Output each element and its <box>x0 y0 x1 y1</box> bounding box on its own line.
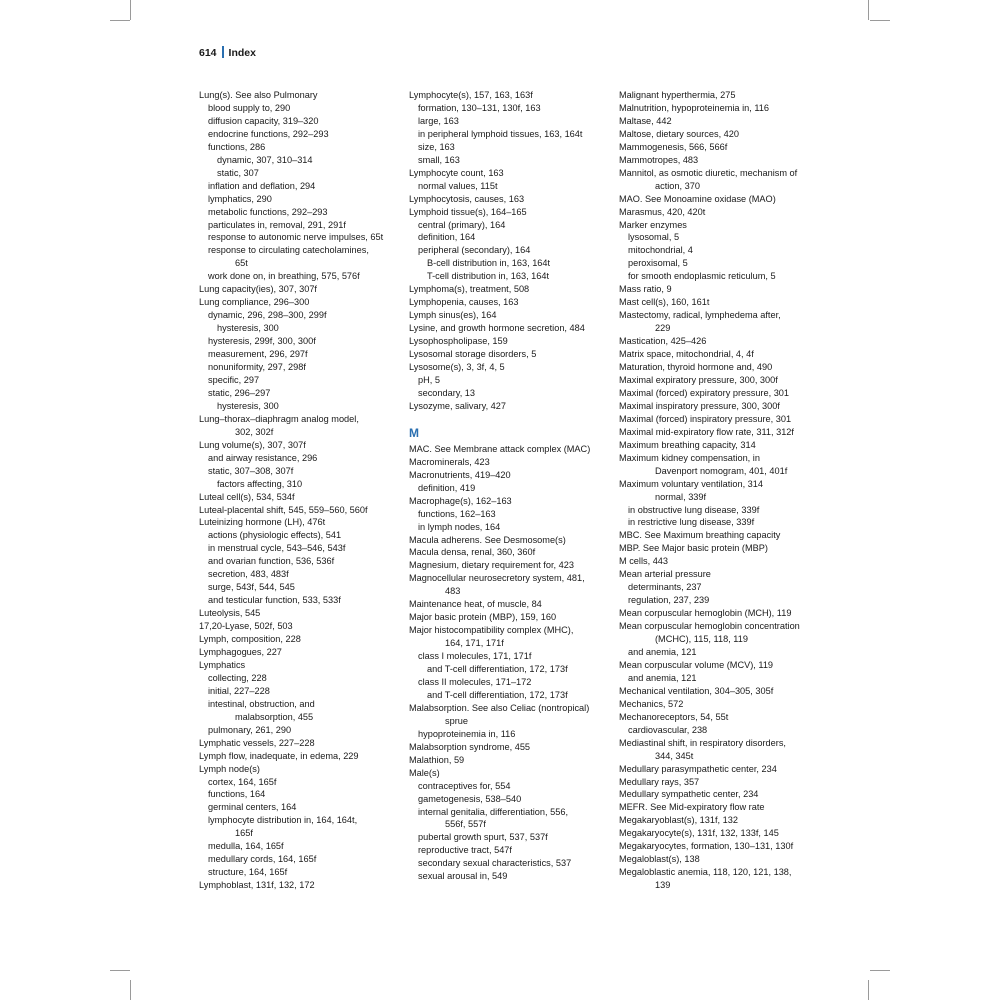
index-entry: 139 <box>655 880 671 891</box>
index-entry: Macrominerals, 423 <box>409 456 490 467</box>
crop-mark <box>130 980 131 1000</box>
index-entry: endocrine functions, 292–293 <box>208 128 329 139</box>
index-entry: internal genitalia, differentiation, 556, <box>418 806 568 817</box>
index-entry: Lysine, and growth hormone secretion, 484 <box>409 323 585 334</box>
index-entry: Magnocellular neurosecretory system, 481, <box>409 573 585 584</box>
index-entry: MBC. See Maximum breathing capacity <box>619 530 781 541</box>
index-entry: reproductive tract, 547f <box>418 845 512 856</box>
header-separator <box>222 46 224 58</box>
index-entry: normal values, 115t <box>418 180 498 191</box>
index-entry: static, 296–297 <box>208 387 271 398</box>
index-entry: 65t <box>235 258 248 269</box>
index-entry: dynamic, 296, 298–300, 299f <box>208 310 327 321</box>
index-entry: formation, 130–131, 130f, 163 <box>418 102 541 113</box>
index-entry: 344, 345t <box>655 750 694 761</box>
crop-mark <box>870 970 890 971</box>
index-entry: small, 163 <box>418 154 460 165</box>
index-entry: secondary, 13 <box>418 387 476 398</box>
index-entry: pulmonary, 261, 290 <box>208 724 292 735</box>
index-entry: Malnutrition, hypoproteinemia in, 116 <box>619 102 769 113</box>
index-entry: work done on, in breathing, 575, 576f <box>208 271 360 282</box>
index-entry: diffusion capacity, 319–320 <box>208 115 319 126</box>
index-entry: action, 370 <box>655 180 700 191</box>
index-entry: functions, 286 <box>208 141 266 152</box>
index-entry: Maximal inspiratory pressure, 300, 300f <box>619 400 780 411</box>
index-entry: Marasmus, 420, 420t <box>619 206 706 217</box>
index-entry: 165f <box>235 828 253 839</box>
index-entry: Lung capacity(ies), 307, 307f <box>199 284 317 295</box>
index-entry: Lymphoid tissue(s), 164–165 <box>409 206 527 217</box>
index-entry: Mammogenesis, 566, 566f <box>619 141 728 152</box>
index-entry: metabolic functions, 292–293 <box>208 206 328 217</box>
index-entry: particulates in, removal, 291, 291f <box>208 219 346 230</box>
index-entry: M cells, 443 <box>619 556 669 567</box>
index-entry: functions, 164 <box>208 789 266 800</box>
index-entry: Lung(s). See also Pulmonary <box>199 90 318 100</box>
index-entry: Matrix space, mitochondrial, 4, 4f <box>619 349 754 360</box>
index-entry: and anemia, 121 <box>628 646 697 657</box>
index-entry: size, 163 <box>418 141 455 152</box>
index-entry: hysteresis, 300 <box>217 323 279 334</box>
index-entry: blood supply to, 290 <box>208 102 291 113</box>
index-entry: malabsorption, 455 <box>235 711 314 722</box>
index-entry: normal, 339f <box>655 491 707 502</box>
index-entry: intestinal, obstruction, and <box>208 698 315 709</box>
index-entry: Maximal (forced) inspiratory pressure, 301 <box>619 413 792 424</box>
crop-mark <box>110 20 130 21</box>
index-entry: Lymphocytosis, causes, 163 <box>409 193 525 204</box>
index-entry: Mastication, 425–426 <box>619 336 707 347</box>
index-entry: pubertal growth spurt, 537, 537f <box>418 832 548 843</box>
index-entry: structure, 164, 165f <box>208 867 288 878</box>
index-entry: inflation and deflation, 294 <box>208 180 316 191</box>
index-entry: Lymph, composition, 228 <box>199 634 301 645</box>
index-entry: Lung–thorax–diaphragm analog model, <box>199 413 359 424</box>
index-entry: sexual arousal in, 549 <box>418 871 508 882</box>
index-entry: Mean arterial pressure <box>619 569 711 580</box>
index-entry: Lung compliance, 296–300 <box>199 297 310 308</box>
index-entry: functions, 162–163 <box>418 508 496 519</box>
index-entry: in peripheral lymphoid tissues, 163, 164t <box>418 128 583 139</box>
index-entry: Lymphagogues, 227 <box>199 646 282 657</box>
index-entry: Malabsorption. See also Celiac (nontropical) <box>409 702 590 713</box>
index-entry: Lysophospholipase, 159 <box>409 336 508 347</box>
index-entry: Lysozyme, salivary, 427 <box>409 400 507 411</box>
index-entry: class II molecules, 171–172 <box>418 676 532 687</box>
index-entry: Maximal mid-expiratory flow rate, 311, 312f <box>619 426 794 437</box>
index-entry: lysosomal, 5 <box>628 232 680 243</box>
index-entry: B-cell distribution in, 163, 164t <box>427 258 551 269</box>
index-entry: Lymph sinus(es), 164 <box>409 310 497 321</box>
index-entry: lymphocyte distribution in, 164, 164t, <box>208 815 358 826</box>
index-entry: collecting, 228 <box>208 672 267 683</box>
index-entry: in menstrual cycle, 543–546, 543f <box>208 543 346 554</box>
index-entry: Mast cell(s), 160, 161t <box>619 297 710 308</box>
index-entry: static, 307 <box>217 167 259 178</box>
index-entry: Mediastinal shift, in respiratory disorders, <box>619 737 786 748</box>
index-entry: Malignant hyperthermia, 275 <box>619 90 736 100</box>
index-entry: Mean corpuscular hemoglobin concentration <box>619 621 800 632</box>
index-column-3 <box>619 89 831 892</box>
index-entry: Lymphoma(s), treatment, 508 <box>409 284 530 295</box>
index-entry: peripheral (secondary), 164 <box>418 245 531 256</box>
index-entry: dynamic, 307, 310–314 <box>217 154 313 165</box>
index-entry: Maltase, 442 <box>619 115 672 126</box>
index-entry: Lymphopenia, causes, 163 <box>409 297 519 308</box>
index-column-1 <box>199 89 411 892</box>
index-entry: sprue <box>445 715 468 726</box>
index-entry: in obstructive lung disease, 339f <box>628 504 760 515</box>
index-entry: peroxisomal, 5 <box>628 258 688 269</box>
section-letter: M <box>409 425 419 440</box>
index-entry: MBP. See Major basic protein (MBP) <box>619 543 768 554</box>
index-entry: secretion, 483, 483f <box>208 569 289 580</box>
index-entry: pH, 5 <box>418 374 440 385</box>
index-entry: Mass ratio, 9 <box>619 284 672 295</box>
index-entry: surge, 543f, 544, 545 <box>208 582 295 593</box>
index-entry: Malathion, 59 <box>409 754 465 765</box>
index-entry: Male(s) <box>409 767 440 778</box>
index-entry: Major basic protein (MBP), 159, 160 <box>409 612 557 623</box>
index-entry: Mannitol, as osmotic diuretic, mechanism of <box>619 167 798 178</box>
index-entry: Luteal-placental shift, 545, 559–560, 560f <box>199 504 368 515</box>
index-entry: static, 307–308, 307f <box>208 465 294 476</box>
page-number: 614 <box>199 47 217 59</box>
index-entry: determinants, 237 <box>628 582 702 593</box>
index-entry: actions (physiologic effects), 541 <box>208 530 342 541</box>
index-entry: gametogenesis, 538–540 <box>418 793 522 804</box>
index-entry: Maltose, dietary sources, 420 <box>619 128 740 139</box>
crop-mark <box>868 0 869 20</box>
index-entry: response to autonomic nerve impulses, 65t <box>208 232 384 243</box>
index-entry: germinal centers, 164 <box>208 802 297 813</box>
index-entry: Mean corpuscular volume (MCV), 119 <box>619 659 774 670</box>
index-entry: Mechanical ventilation, 304–305, 305f <box>619 685 774 696</box>
index-entry: Marker enzymes <box>619 219 687 230</box>
index-entry: Maintenance heat, of muscle, 84 <box>409 599 542 610</box>
index-entry: Mean corpuscular hemoglobin (MCH), 119 <box>619 608 792 619</box>
index-entry: Mastectomy, radical, lymphedema after, <box>619 310 781 321</box>
index-entry: measurement, 296, 297f <box>208 349 308 360</box>
index-entry: Lysosomal storage disorders, 5 <box>409 349 537 360</box>
index-entry: Malabsorption syndrome, 455 <box>409 741 531 752</box>
index-entry: medullary cords, 164, 165f <box>208 854 317 865</box>
index-entry: medulla, 164, 165f <box>208 841 284 852</box>
index-entry: hysteresis, 300 <box>217 400 279 411</box>
index-entry: response to circulating catecholamines, <box>208 245 369 256</box>
index-entry: Lymph flow, inadequate, in edema, 229 <box>199 750 359 761</box>
index-entry: definition, 164 <box>418 232 476 243</box>
index-entry: 17,20-Lyase, 502f, 503 <box>199 621 293 632</box>
index-entry: Maximal (forced) expiratory pressure, 301 <box>619 387 790 398</box>
index-entry: 164, 171, 171f <box>445 638 504 649</box>
index-entry: Luteolysis, 545 <box>199 608 261 619</box>
crop-mark <box>868 980 869 1000</box>
index-entry: Macula adherens. See Desmosome(s) <box>409 534 566 545</box>
index-entry: MAO. See Monoamine oxidase (MAO) <box>619 193 776 204</box>
section-title: Index <box>228 47 256 59</box>
index-entry: Davenport nomogram, 401, 401f <box>655 465 788 476</box>
index-entry: in lymph nodes, 164 <box>418 521 501 532</box>
index-entry: Medullary parasympathetic center, 234 <box>619 763 777 774</box>
index-entry: class I molecules, 171, 171f <box>418 651 532 662</box>
index-entry: Maturation, thyroid hormone and, 490 <box>619 362 773 373</box>
index-entry: Mechanoreceptors, 54, 55t <box>619 711 729 722</box>
index-entry: Lymphatic vessels, 227–228 <box>199 737 315 748</box>
index-entry: Megaloblast(s), 138 <box>619 854 700 865</box>
index-entry: large, 163 <box>418 115 459 126</box>
index-entry: Lymph node(s) <box>199 763 260 774</box>
index-entry: Macronutrients, 419–420 <box>409 469 511 480</box>
index-entry: Mammotropes, 483 <box>619 154 699 165</box>
index-entry: and T-cell differentiation, 172, 173f <box>427 689 568 700</box>
index-entry: Luteal cell(s), 534, 534f <box>199 491 295 502</box>
page-header <box>199 46 256 59</box>
index-entry: lymphatics, 290 <box>208 193 272 204</box>
index-entry: Maximum kidney compensation, in <box>619 452 760 463</box>
index-entry: Medullary sympathetic center, 234 <box>619 789 759 800</box>
index-entry: Lung volume(s), 307, 307f <box>199 439 306 450</box>
index-entry: Megakaryocytes, formation, 130–131, 130f <box>619 841 794 852</box>
index-entry: mitochondrial, 4 <box>628 245 693 256</box>
index-column-2 <box>409 89 621 883</box>
index-entry: central (primary), 164 <box>418 219 506 230</box>
index-entry: initial, 227–228 <box>208 685 270 696</box>
index-entry: Luteinizing hormone (LH), 476t <box>199 517 326 528</box>
index-entry: Major histocompatibility complex (MHC), <box>409 625 574 636</box>
index-entry: 229 <box>655 323 671 334</box>
index-entry: Megakaryocyte(s), 131f, 132, 133f, 145 <box>619 828 779 839</box>
index-entry: for smooth endoplasmic reticulum, 5 <box>628 271 776 282</box>
index-entry: secondary sexual characteristics, 537 <box>418 858 572 869</box>
index-entry: Maximal expiratory pressure, 300, 300f <box>619 374 778 385</box>
index-entry: hysteresis, 299f, 300, 300f <box>208 336 316 347</box>
index-entry: and T-cell differentiation, 172, 173f <box>427 664 568 675</box>
index-entry: Lymphocyte(s), 157, 163, 163f <box>409 90 533 100</box>
index-entry: MAC. See Membrane attack complex (MAC) <box>409 443 591 454</box>
index-entry: Mechanics, 572 <box>619 698 684 709</box>
index-entry: Lymphatics <box>199 659 246 670</box>
index-entry: regulation, 237, 239 <box>628 595 710 606</box>
index-entry: cardiovascular, 238 <box>628 724 708 735</box>
crop-mark <box>870 20 890 21</box>
index-entry: factors affecting, 310 <box>217 478 303 489</box>
index-entry: Maximum voluntary ventilation, 314 <box>619 478 764 489</box>
index-entry: 483 <box>445 586 461 597</box>
index-entry: Macrophage(s), 162–163 <box>409 495 512 506</box>
index-entry: hypoproteinemia in, 116 <box>418 728 516 739</box>
index-entry: contraceptives for, 554 <box>418 780 511 791</box>
index-entry: 556f, 557f <box>445 819 486 830</box>
index-entry: and ovarian function, 536, 536f <box>208 556 335 567</box>
index-entry: Magnesium, dietary requirement for, 423 <box>409 560 574 571</box>
index-entry: 302, 302f <box>235 426 274 437</box>
index-entry: cortex, 164, 165f <box>208 776 277 787</box>
index-entry: T-cell distribution in, 163, 164t <box>427 271 550 282</box>
index-entry: Lysosome(s), 3, 3f, 4, 5 <box>409 362 505 373</box>
index-entry: (MCHC), 115, 118, 119 <box>655 634 748 645</box>
crop-mark <box>130 0 131 20</box>
index-entry: Megaloblastic anemia, 118, 120, 121, 138, <box>619 867 792 878</box>
index-entry: specific, 297 <box>208 374 260 385</box>
index-entry: in restrictive lung disease, 339f <box>628 517 755 528</box>
index-entry: Megakaryoblast(s), 131f, 132 <box>619 815 738 826</box>
index-entry: nonuniformity, 297, 298f <box>208 362 306 373</box>
index-entry: Maximum breathing capacity, 314 <box>619 439 756 450</box>
index-entry: Lymphoblast, 131f, 132, 172 <box>199 880 315 891</box>
index-entry: and anemia, 121 <box>628 672 697 683</box>
index-entry: Macula densa, renal, 360, 360f <box>409 547 536 558</box>
index-entry: Lymphocyte count, 163 <box>409 167 504 178</box>
index-entry: definition, 419 <box>418 482 476 493</box>
crop-mark <box>110 970 130 971</box>
index-entry: Medullary rays, 357 <box>619 776 700 787</box>
index-entry: MEFR. See Mid-expiratory flow rate <box>619 802 765 813</box>
index-entry: and testicular function, 533, 533f <box>208 595 341 606</box>
index-entry: and airway resistance, 296 <box>208 452 318 463</box>
